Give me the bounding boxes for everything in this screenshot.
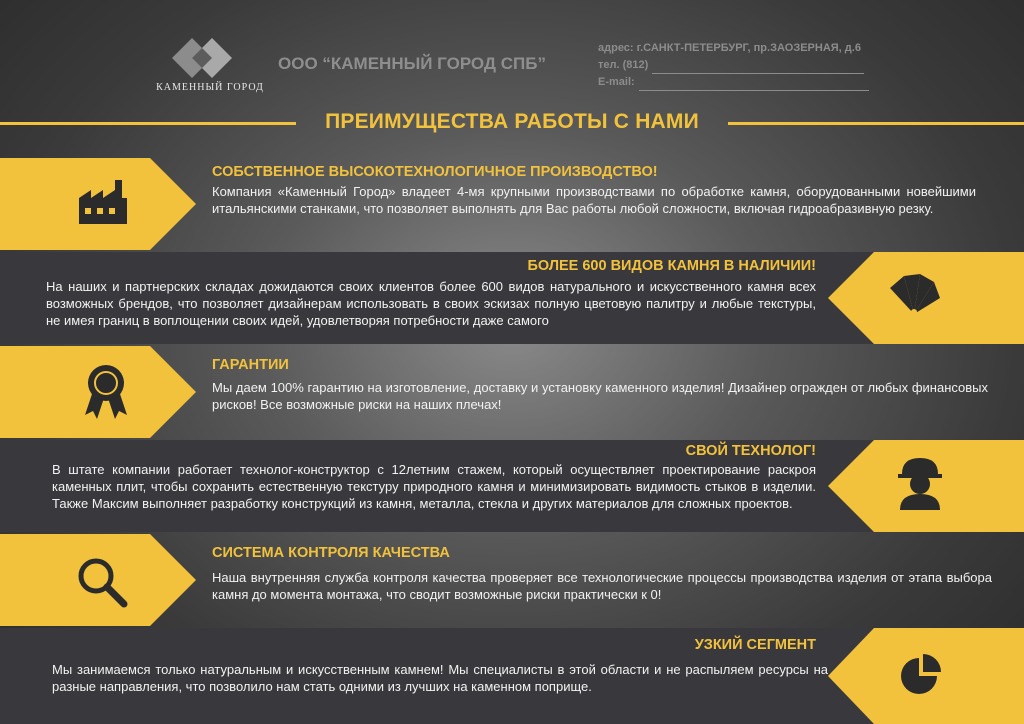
section-title: СОБСТВЕННОЕ ВЫСОКОТЕХНОЛОГИЧНОЕ ПРОИЗВОДСТВО!: [212, 164, 658, 180]
section-title: СВОЙ ТЕХНОЛОГ!: [685, 443, 816, 459]
phone-line: [652, 61, 864, 74]
section-guarantees: [0, 346, 1024, 438]
engineer-icon: [892, 454, 948, 510]
company-name: ООО “КАМЕННЫЙ ГОРОД СПБ”: [278, 54, 546, 73]
title-bar: [0, 108, 1024, 138]
factory-icon: [77, 176, 133, 226]
pie-chart-icon: [897, 650, 945, 698]
section-title: СИСТЕМА КОНТРОЛЯ КАЧЕСТВА: [212, 545, 450, 561]
section-body: На наших и партнерских складах дожидаются своих клиентов более 600 видов натурального и искусственного камня всех возможных брендов, что позволяет дизайнерам использовать в своих эскизах полную цветовую палитру и любые текстуры, не имея границ в воплощении своих идей, удовлетворяя потребности даже самого: [46, 279, 816, 328]
section-body: Наша внутренняя служба контроля качества проверяет все технологические процессы производства изделия от этапа выбора камня до момента монтажа, что сводит возможные риски практически к 0!: [212, 570, 992, 602]
section-body: Мы даем 100% гарантию на изготовление, доставку и установку каменного изделия! Дизайнер огражден от любых финансовых рисков! Все возможные риски на наших плечах!: [212, 380, 988, 412]
section-technologist: [0, 440, 1024, 532]
email-label: E-mail:: [598, 76, 635, 88]
magnifier-icon: [76, 556, 130, 610]
title-rule-right: [728, 122, 1024, 125]
contacts: [598, 40, 869, 91]
section-production: [0, 158, 1024, 250]
logo-diamonds-icon: [170, 36, 250, 82]
section-narrow-segment: [0, 628, 1024, 724]
section-body: Мы занимаемся только натуральным и искусственным камнем! Мы специалисты в этой области и не распыляем ресурсы на разные направления, что позволило нам стать одними из лучших на каменном поприще.: [52, 662, 828, 694]
header: [0, 0, 1024, 110]
company-logo: [150, 36, 270, 98]
color-fan-icon: [884, 272, 944, 322]
title-rule-left: [0, 122, 296, 125]
section-title: БОЛЕЕ 600 ВИДОВ КАМНЯ В НАЛИЧИИ!: [527, 258, 816, 274]
address: адрес: г.САНКТ-ПЕТЕРБУРГ, пр.ЗАОЗЕРНАЯ, д.6: [598, 42, 861, 54]
section-title: ГАРАНТИИ: [212, 357, 289, 373]
email-line: [639, 78, 869, 91]
phone-label: тел. (812): [598, 59, 649, 71]
award-badge-icon: [83, 363, 129, 421]
section-body: Компания «Каменный Город» владеет 4-мя крупными производствами по обработке камня, оборудованными новейшими итальянскими станками, что позволяет выполнять для Вас работы любой сложности, включая гидроабразивную резку.: [212, 184, 976, 216]
section-stone-types: [0, 252, 1024, 344]
section-body: В штате компании работает технолог-конструктор с 12летним стажем, который осуществляет проектирование раскроя каменных плит, чтобы сохранить естественную текстуру природного камня и минимизировать видимость стыков в изделии. Также Максим выполняет разработку конструкций из камня, металла, стекла и других материалов для сложных проектов.: [52, 462, 816, 511]
section-title: УЗКИЙ СЕГМЕНТ: [694, 637, 816, 653]
logo-text: КАМЕННЫЙ ГОРОД: [156, 82, 264, 93]
section-quality: [0, 534, 1024, 626]
page-title: ПРЕИМУЩЕСТВА РАБОТЫ С НАМИ: [325, 110, 699, 133]
